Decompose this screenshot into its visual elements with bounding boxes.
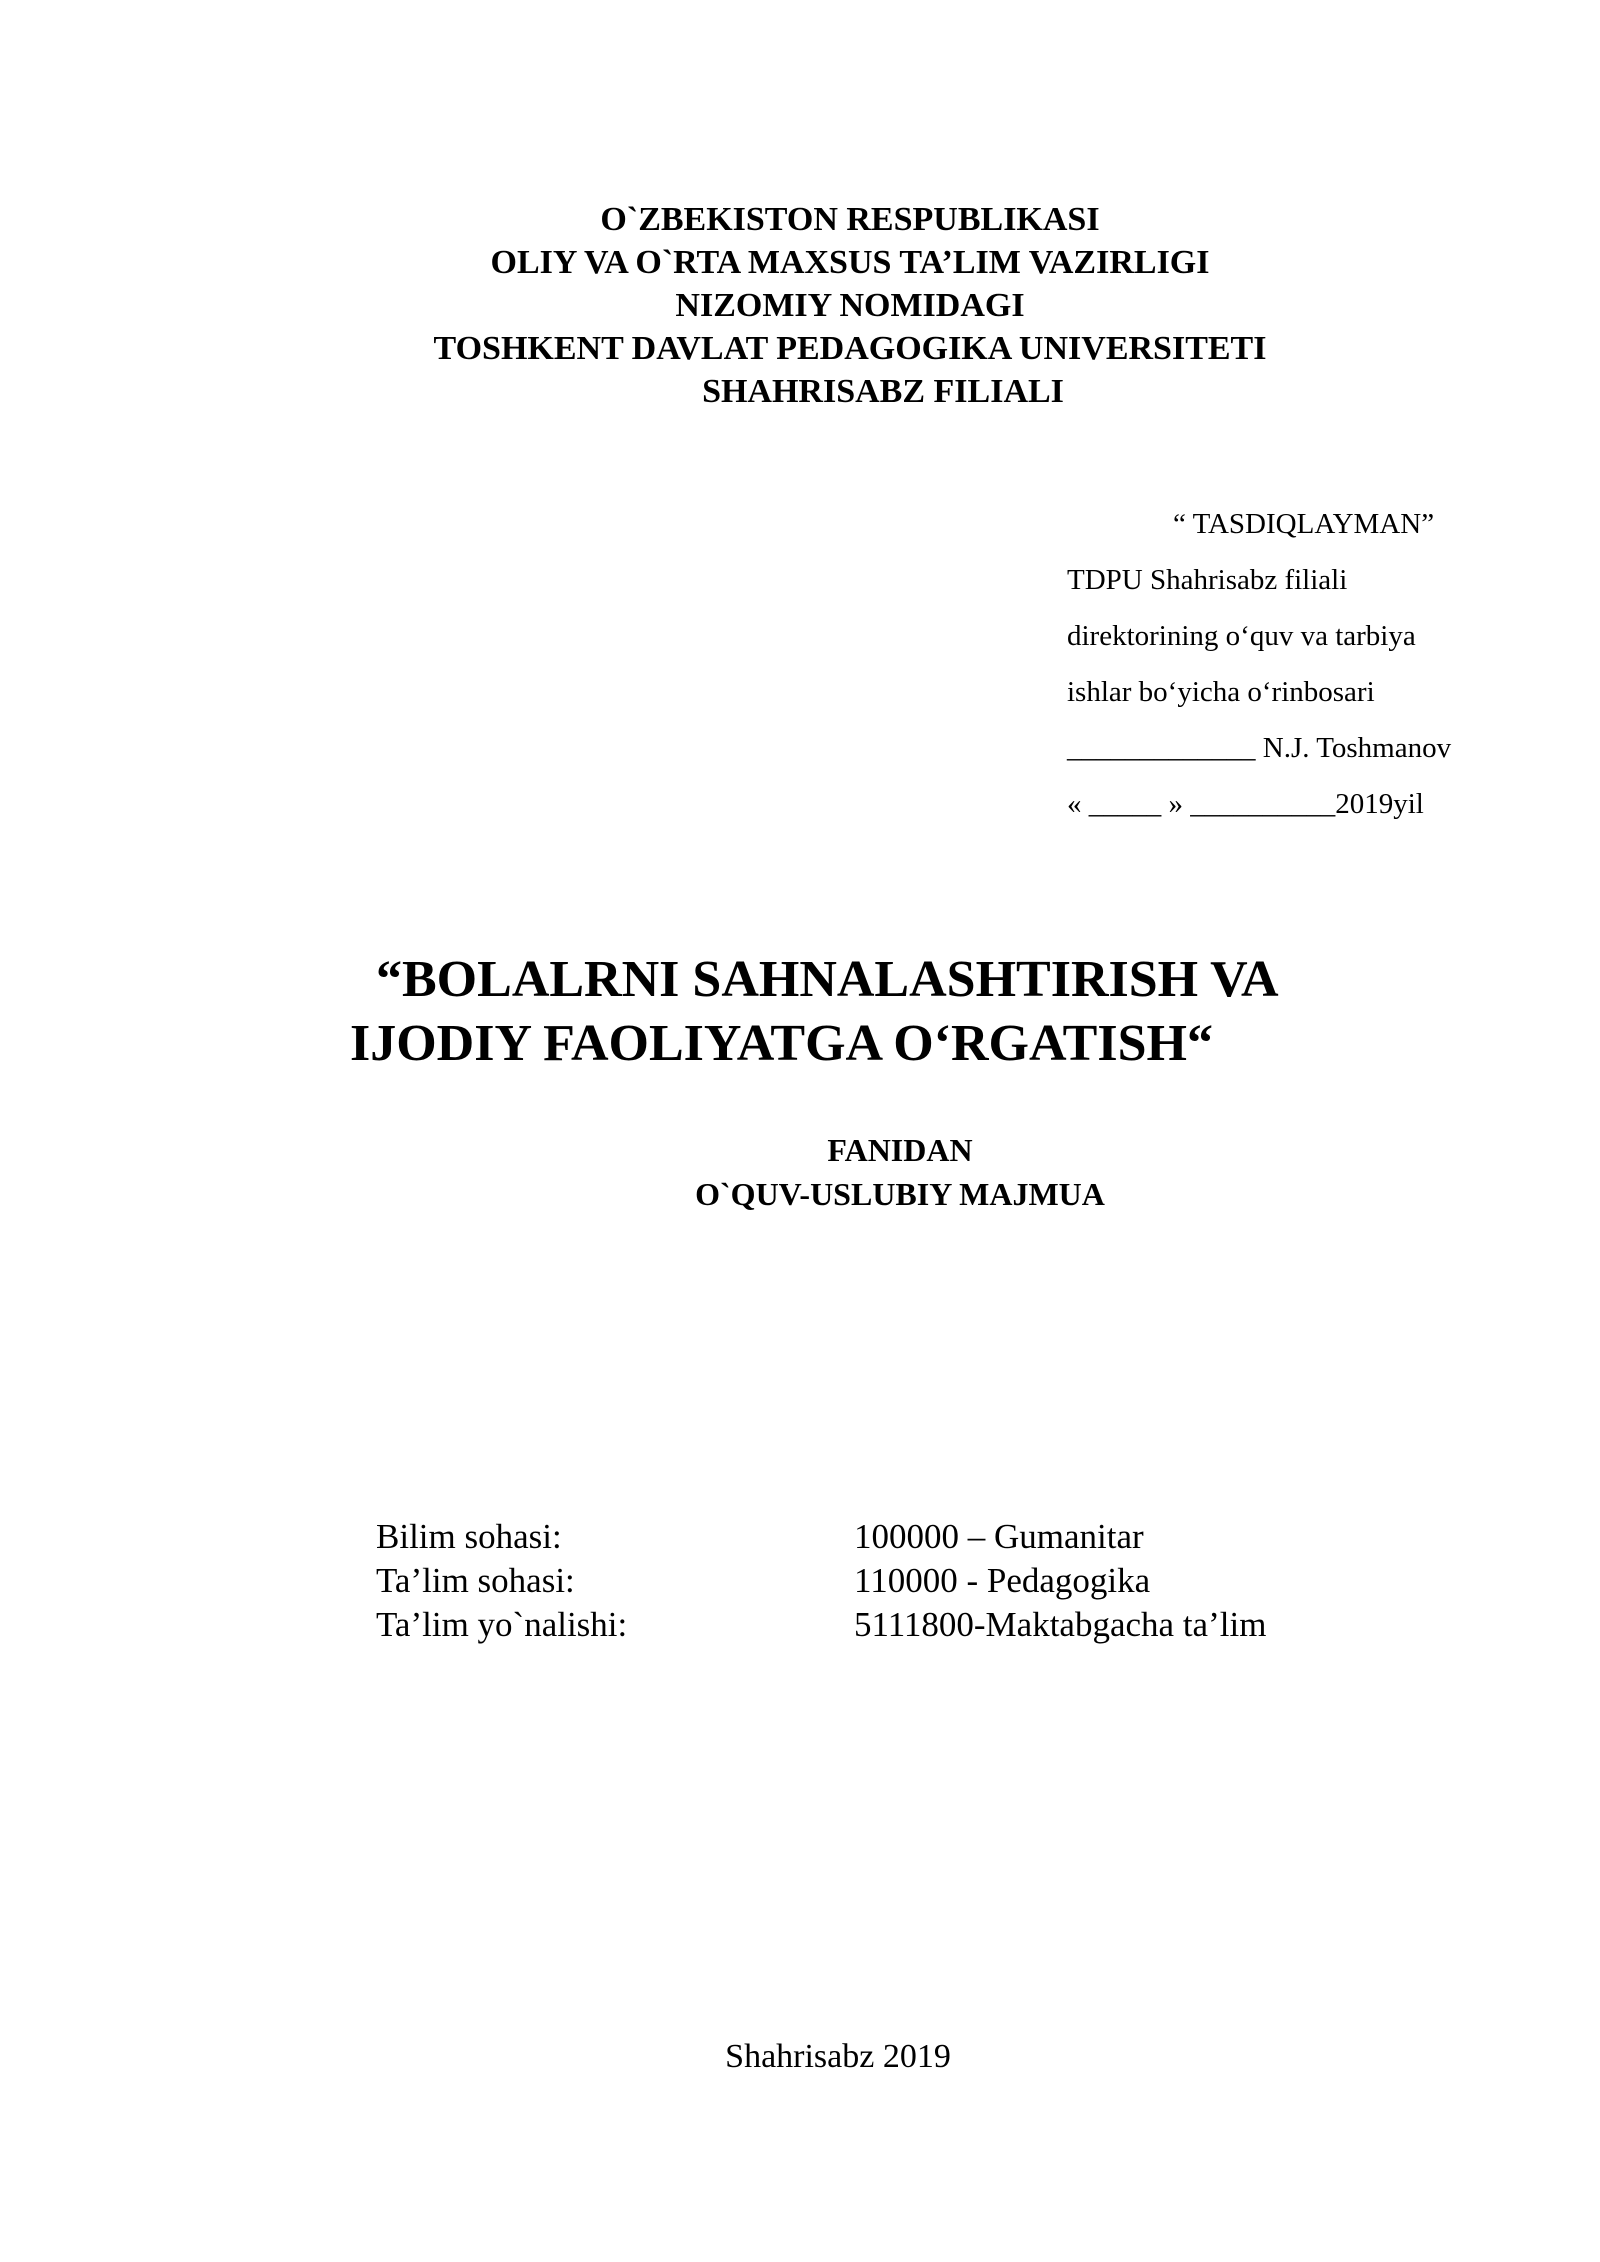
footer-place-year: Shahrisabz 2019 <box>725 2038 951 2075</box>
info-row-education-area <box>376 1559 1266 1603</box>
approval-stamp: “ TASDIQLAYMAN” <box>1173 508 1435 540</box>
approval-line-2: direktorining o‘quv va tarbiya <box>1067 620 1416 652</box>
header-line-country: O`ZBEKISTON RESPUBLIKASI <box>600 201 1100 238</box>
approval-date: « _____ » __________2019yil <box>1067 788 1424 820</box>
info-table <box>376 1515 1266 1647</box>
title-line-2: IJODIY FAOLIYATGA O‘RGATISH“ <box>350 1015 1213 1072</box>
info-value: 110000 - Pedagogika <box>854 1561 1151 1600</box>
info-label: Bilim sohasi: <box>376 1517 562 1556</box>
header-line-named-after: NIZOMIY NOMIDAGI <box>675 287 1025 324</box>
title-line-1: “BOLALRNI SAHNALASHTIRISH VA <box>376 951 1279 1008</box>
info-row-education-direction <box>376 1603 1266 1647</box>
institution-header <box>300 198 1400 413</box>
subtitle-line-1: FANIDAN <box>827 1132 973 1168</box>
document-subtitle <box>500 1128 1300 1216</box>
document-title <box>350 948 1450 1076</box>
approval-block <box>1067 496 1547 832</box>
info-label: Ta’lim yo`nalishi: <box>376 1605 628 1644</box>
subtitle-line-2: O`QUV-USLUBIY MAJMUA <box>695 1176 1105 1212</box>
approval-signature: _____________ N.J. Toshmanov <box>1067 732 1452 764</box>
header-line-ministry: OLIY VA O`RTA MAXSUS TA’LIM VAZIRLIGI <box>490 244 1210 281</box>
info-value: 100000 – Gumanitar <box>854 1517 1144 1556</box>
approval-line-1: TDPU Shahrisabz filiali <box>1067 564 1348 596</box>
info-label: Ta’lim sohasi: <box>376 1561 575 1600</box>
info-value: 5111800-Maktabgacha ta’lim <box>854 1605 1267 1644</box>
info-row-knowledge-area <box>376 1515 1266 1559</box>
header-line-branch: SHAHRISABZ FILIALI <box>702 373 1064 410</box>
approval-line-3: ishlar bo‘yicha o‘rinbosari <box>1067 676 1375 708</box>
header-line-university: TOSHKENT DAVLAT PEDAGOGIKA UNIVERSITETI <box>433 330 1267 367</box>
